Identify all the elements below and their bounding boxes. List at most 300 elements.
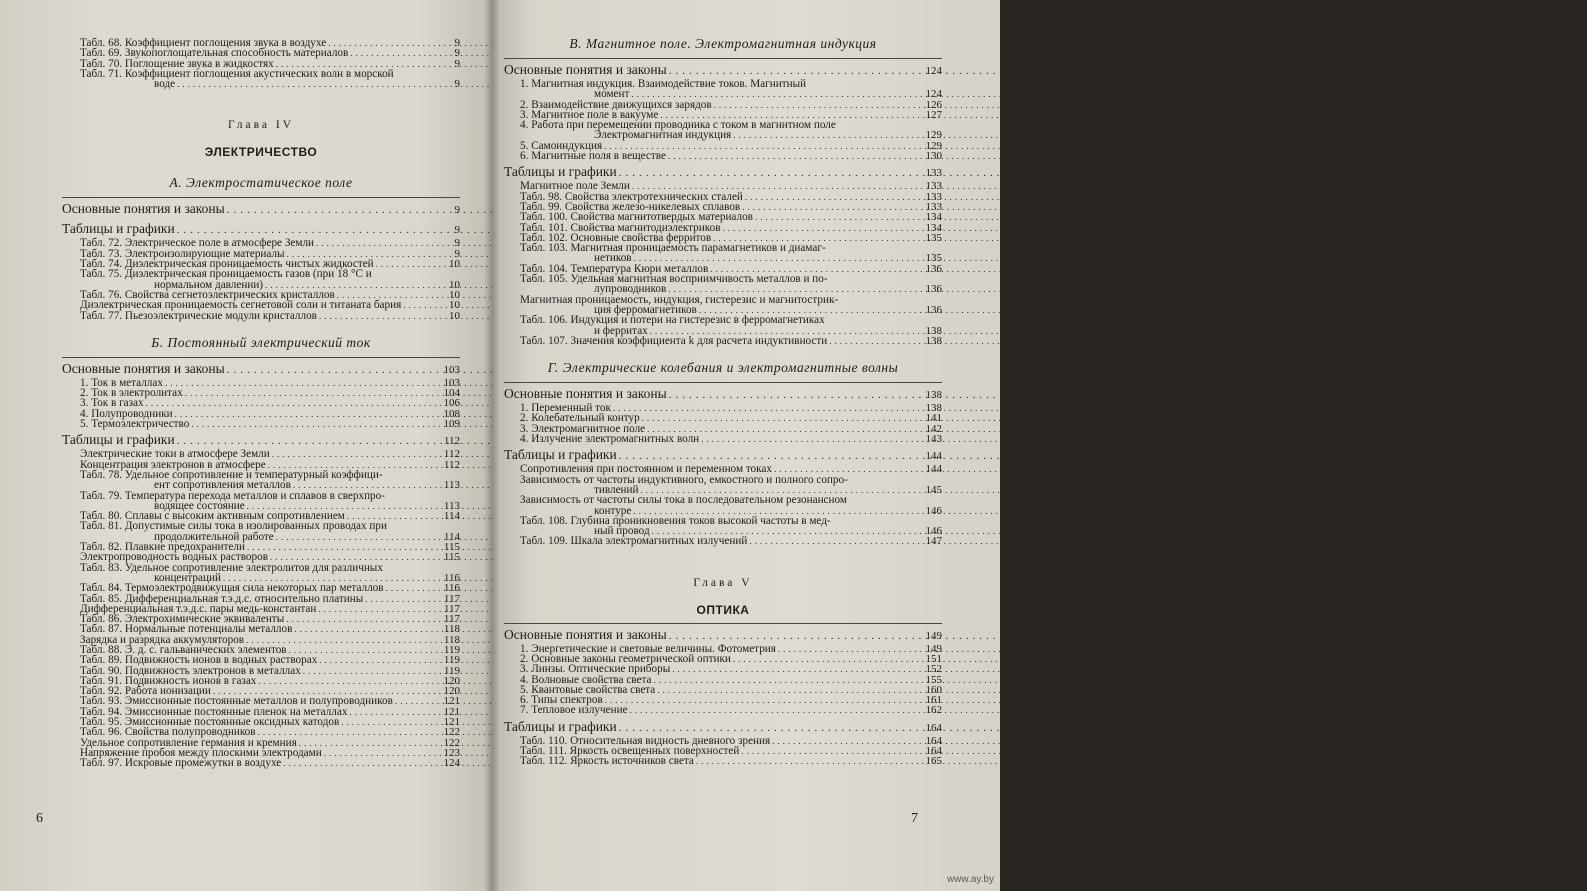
toc-entry-title: Зависимость от частоты силы тока в последовательном резонансном	[520, 494, 847, 507]
toc-entry-page: 138	[925, 334, 942, 347]
toc-entry-title: 2. Основные законы геометрической оптики	[520, 652, 731, 665]
toc-entry-title: Табл. 82. Плавкие предохранители	[80, 541, 245, 554]
dot-leader	[286, 614, 442, 624]
toc-entry-title: момент	[594, 88, 630, 101]
toc-entry-page: 118	[443, 623, 460, 636]
toc-entry-title: Напряжение пробоя между плоскими электродами	[80, 746, 322, 759]
toc-entry-title: Табл. 86. Электрохимические эквиваленты	[80, 613, 285, 626]
toc-entry-title: 3. Магнитное поле в вакууме	[520, 108, 659, 121]
toc-entry-title: 4. Волновые свойства света	[520, 673, 652, 686]
dot-leader	[227, 203, 444, 218]
toc-entry-page: 164	[925, 745, 942, 758]
dot-leader	[146, 398, 442, 408]
toc-entry-title: Табл. 105. Удельная магнитная восприимчивость металлов и по-	[520, 273, 828, 286]
dot-leader	[258, 676, 441, 686]
section-v-entries	[504, 181, 942, 346]
toc-entry-title: Удельное сопротивление германия и кремния	[80, 736, 297, 749]
toc-entry-title: Табл. 109. Шкала электромагнитных излучений	[520, 535, 748, 548]
toc-entry-title: Табл. 94. Эмиссионные постоянные пленок на металлах	[80, 705, 348, 718]
toc-entry-page: 155	[925, 673, 942, 686]
toc-entry-page: 112	[443, 448, 460, 461]
dot-leader	[386, 583, 442, 593]
toc-entry-title: Табл. 99. Свойства железо-никелевых сплавов	[520, 200, 741, 213]
toc-entry-title: продолжительной работе	[154, 530, 274, 543]
toc-entry-page: 152	[925, 663, 942, 676]
toc-entry-title: Табл. 87. Нормальные потенциалы металлов	[80, 623, 293, 636]
toc-entry-title: Таблицы и графики	[504, 164, 617, 180]
toc-entry-title: Основные понятия и законы	[504, 626, 667, 642]
toc-entry-page: 124	[925, 88, 942, 101]
dot-leader	[349, 707, 441, 717]
toc-entry-title: 2. Ток в электролитах	[80, 387, 183, 400]
toc-entry	[62, 491, 460, 501]
toc-entry-title: Табл. 96. Свойства полупроводников	[80, 726, 256, 739]
toc-entry-title: Табл. 73. Электроизолирующие материалы	[80, 247, 285, 260]
toc-entry-page: 127	[925, 108, 942, 121]
toc-item	[504, 151, 942, 161]
toc-entry-title: Табл. 79. Температура перехода металлов и сплавов в сверхпро-	[80, 489, 385, 502]
toc-entry-title: Таблицы и графики	[504, 447, 617, 463]
toc-entry	[504, 295, 942, 305]
section-g-entries	[504, 464, 942, 546]
optics-rule	[504, 623, 942, 624]
toc-entry-title: Табл. 110. Относительная видность дневного зрения	[520, 734, 771, 747]
dot-leader	[669, 629, 924, 644]
section-b-rule	[62, 357, 460, 358]
toc-entry-page: 165	[925, 755, 942, 768]
toc-entry-page: 103	[443, 363, 460, 376]
dot-leader	[177, 79, 444, 89]
optics-entries	[504, 736, 942, 767]
toc-entry-title: Дифференциальная т.э.д.с. пары медь-константан	[80, 602, 317, 615]
toc-entry	[504, 756, 942, 766]
dot-leader	[619, 721, 924, 736]
dot-leader	[630, 705, 924, 715]
toc-entry-title: 2. Колебательный контур	[520, 412, 640, 425]
toc-entry-page: 120	[443, 674, 460, 687]
toc-entry-title: Табл. 71. Коэффициент поглощения акустических волн в морской	[80, 67, 394, 80]
dot-leader	[165, 378, 442, 388]
dot-leader	[653, 675, 923, 685]
dot-leader	[177, 434, 442, 449]
toc-entry-page: 138	[925, 389, 942, 402]
toc-entry-page: 10	[449, 258, 460, 271]
toc-entry-title: Таблицы и графики	[62, 432, 175, 448]
toc-entry	[62, 79, 460, 89]
section-g-title: Г. Электрические колебания и электромагнитные волны	[547, 360, 899, 376]
page-number-left: 6	[36, 811, 43, 826]
toc-entry-page: 103	[443, 376, 460, 389]
toc-entry-title: Основные понятия и законы	[62, 360, 225, 376]
toc-entry-page: 109	[443, 418, 460, 431]
section-v-tables-heading	[504, 164, 942, 181]
dot-leader	[733, 130, 923, 140]
toc-entry-title: Табл. 72. Электрическое поле в атмосфере Земли	[80, 237, 315, 250]
dot-leader	[772, 736, 923, 746]
toc-entry-page: 119	[443, 664, 460, 677]
toc-entry-title: Табл. 93. Эмиссионные постоянные металлов и полупроводников	[80, 695, 393, 708]
toc-entry-page: 121	[443, 716, 460, 729]
toc-entry-page: 161	[925, 694, 942, 707]
toc-entry-title: Табл. 70. Поглощение звука в жидкостях	[80, 57, 274, 70]
dot-leader	[778, 644, 924, 654]
toc-entry-page: 116	[443, 582, 460, 595]
toc-entry-title: Табл. 95. Эмиссионные постоянные оксидных катодов	[80, 716, 340, 729]
toc-entry-title: Табл. 97. Искровые промежутки в воздухе	[80, 757, 282, 770]
toc-entry	[62, 583, 460, 593]
dot-leader	[669, 64, 924, 79]
toc-entry-title: Табл. 92. Работа ионизации	[80, 685, 211, 698]
dot-leader	[733, 654, 924, 664]
dot-leader	[696, 756, 924, 766]
dot-leader	[318, 604, 442, 614]
toc-entry-page: 164	[925, 734, 942, 747]
dot-leader	[642, 413, 924, 423]
toc-entry-title: Основные понятия и законы	[62, 201, 225, 217]
optics-basics	[504, 627, 942, 644]
toc-entry-page: 120	[443, 685, 460, 698]
toc-entry-page: 136	[925, 262, 942, 275]
toc-entry-page: 136	[925, 303, 942, 316]
toc-entry-page: 9	[454, 78, 460, 91]
optics-tables-heading	[504, 719, 942, 736]
toc-entry	[62, 311, 460, 321]
dot-leader	[829, 336, 923, 346]
section-g-rule	[504, 382, 942, 383]
toc-entry-title: Магнитное поле Земли	[520, 180, 630, 193]
tables-heading	[62, 432, 460, 449]
toc-entry	[504, 336, 942, 346]
section-b-items	[62, 378, 460, 429]
toc-item	[62, 419, 460, 429]
toc-entry	[504, 475, 942, 485]
toc-entry-title: Табл. 74. Диэлектрическая проницаемость чистых жидкостей	[80, 258, 374, 271]
dot-leader	[745, 192, 924, 202]
toc-entry-title: 1. Переменный ток	[520, 402, 611, 415]
toc-entry-title: Табл. 78. Удельное сопротивление и температурный коэффици-	[80, 468, 383, 481]
toc-entry-page: 115	[443, 541, 460, 554]
toc-entry-page: 10	[449, 278, 460, 291]
dot-leader	[276, 532, 442, 542]
basics-heading	[62, 201, 460, 218]
section-b-title: Б. Постоянный электрический ток	[151, 334, 371, 350]
dot-leader	[668, 151, 924, 161]
dot-leader	[755, 212, 924, 222]
toc-entry-title: Сопротивления при постоянном и переменном токах	[520, 463, 772, 476]
dot-leader	[324, 748, 442, 758]
toc-entry-title: Табл. 80. Сплавы с высоким активным сопротивлением	[80, 510, 345, 523]
toc-entry-title: нормальном давлении)	[154, 278, 264, 291]
toc-entry-page: 142	[925, 422, 942, 435]
section-a-tables-heading	[62, 221, 460, 238]
toc-entry-page: 138	[925, 324, 942, 337]
toc-entry-title: водящее состояние	[154, 499, 245, 512]
toc-entry-title: Табл. 112. Яркость источников света	[520, 755, 694, 768]
toc-entry-title: Табл. 107. Значения коэффициента k для расчета индуктивности	[520, 334, 828, 347]
dot-leader	[672, 664, 923, 674]
toc-entry-title: Табл. 89. Подвижность ионов в водных растворах	[80, 654, 318, 667]
toc-entry	[62, 758, 460, 768]
toc-entry-page: 113	[443, 479, 460, 492]
toc-entry-page: 134	[925, 221, 942, 234]
chapter-5-label: Глава V	[693, 576, 753, 589]
toc-entry-page: 129	[925, 139, 942, 152]
toc-entry-page: 124	[925, 65, 942, 77]
toc-entry-title: Табл. 104. Температура Кюри металлов	[520, 262, 709, 275]
dot-leader	[376, 259, 444, 269]
toc-entry-page: 145	[925, 483, 942, 496]
toc-entry-page: 136	[925, 283, 942, 296]
toc-entry-page: 9	[454, 204, 460, 217]
toc-entry-page: 119	[443, 654, 460, 667]
toc-entry-title: 2. Взаимодействие движущихся зарядов	[520, 98, 712, 111]
left-page-content	[62, 38, 460, 769]
toc-entry-title: Табл. 76. Свойства сегнетоэлектрических кристаллов	[80, 288, 335, 301]
optics-items	[504, 644, 942, 716]
toc-entry-title: 1. Магнитная индукция. Взаимодействие токов. Магнитный	[520, 78, 807, 90]
basics-heading	[504, 627, 942, 644]
toc-entry-page: 149	[925, 629, 942, 642]
dot-leader	[723, 223, 924, 233]
toc-entry-page: 143	[925, 433, 942, 446]
dot-leader	[669, 388, 924, 403]
toc-entry-title: ный провод	[594, 525, 650, 538]
basics-heading	[62, 361, 460, 378]
toc-entry-title: Табл. 85. Дифференциальная т.э.д.с. относительно платины	[80, 592, 364, 605]
dot-leader	[177, 223, 444, 238]
section-g-tables-heading	[504, 447, 942, 464]
toc-entry-page: 119	[443, 643, 460, 656]
toc-entry-title: 3. Линзы. Оптические приборы	[520, 663, 671, 676]
toc-entry-page: 134	[925, 211, 942, 224]
dot-leader	[613, 403, 924, 413]
toc-entry-page: 115	[443, 551, 460, 564]
toc-entry-page: 9	[454, 224, 460, 237]
toc-entry-page: 112	[443, 458, 460, 471]
toc-entry-page: 122	[443, 736, 460, 749]
toc-entry	[504, 274, 942, 284]
toc-entry-page: 138	[925, 402, 942, 415]
dot-leader	[749, 536, 923, 546]
dot-leader	[227, 363, 442, 378]
toc-entry-page: 117	[443, 602, 460, 615]
toc-entry-page: 10	[449, 299, 460, 312]
toc-entry-title: ция ферромагнетиков	[594, 303, 697, 316]
dot-leader	[316, 238, 444, 248]
tables-heading	[504, 719, 942, 736]
section-a-title: А. Электростатическое поле	[169, 175, 353, 191]
toc-entry-page: 114	[443, 530, 460, 543]
dot-leader	[293, 480, 442, 490]
toc-entry-page: 121	[443, 695, 460, 708]
section-v-items	[504, 79, 942, 161]
toc-entry-title: Табл. 75. Диэлектрическая проницаемость газов (при 18 °С и	[80, 268, 372, 281]
toc-entry-page: 112	[443, 435, 460, 448]
toc-entry-title: Табл. 77. Пьезоэлектрические модули кристаллов	[80, 309, 317, 322]
toc-entry-title: Табл. 83. Удельное сопротивление электролитов для различных	[80, 561, 383, 574]
toc-entry-title: Табл. 102. Основные свойства ферритов	[520, 231, 712, 244]
toc-entry-page: 122	[443, 726, 460, 739]
toc-entry-title: Табл. 81. Допустимые силы тока в изолированных проводах при	[80, 520, 387, 533]
dot-leader	[272, 449, 442, 459]
toc-entry-title: 4. Работа при перемещении проводника с током в магнитном поле	[520, 119, 836, 132]
toc-entry	[62, 480, 460, 490]
toc-entry-title: Магнитная проницаемость, индукция, гистерезис и магнитострик-	[520, 293, 839, 306]
toc-entry-page: 147	[925, 535, 942, 548]
dot-leader	[319, 311, 444, 321]
toc-entry-title: Электромагнитная индукция	[594, 129, 732, 142]
toc-entry-title: 7. Тепловое излучение	[520, 704, 628, 717]
toc-entry-title: 5. Самоиндукция	[520, 139, 603, 152]
toc-entry-page: 149	[925, 642, 942, 655]
dot-leader	[175, 409, 442, 419]
toc-entry	[504, 536, 942, 546]
toc-entry-page: 135	[925, 231, 942, 244]
section-a-basics	[62, 201, 460, 218]
tables-heading	[504, 164, 942, 181]
section-a-rule	[62, 197, 460, 198]
dot-leader	[341, 717, 441, 727]
toc-entry	[62, 69, 460, 79]
toc-entry-page: 9	[454, 57, 460, 70]
toc-entry-page: 146	[925, 525, 942, 538]
section-b-entries	[62, 449, 460, 768]
section-g-basics	[504, 386, 942, 403]
dot-leader	[403, 300, 444, 310]
toc-entry-title: Табл. 106. Индукция и потери на гистерезис в ферромагнетиках	[520, 314, 825, 327]
toc-entry-title: Табл. 88. Э. д. с. гальванических элементов	[80, 643, 287, 656]
basics-heading	[504, 62, 942, 79]
page-number-right: 7	[911, 811, 918, 826]
dot-leader	[741, 746, 923, 756]
tables-heading	[62, 221, 460, 238]
dot-leader	[365, 594, 442, 604]
toc-item	[504, 705, 942, 715]
dot-leader	[191, 419, 441, 429]
toc-entry-title: Зависимость от частоты индуктивного, емкостного и полного сопро-	[520, 473, 848, 486]
toc-entry-page: 118	[443, 633, 460, 646]
toc-entry-title: Табл. 100. Свойства магнитотвердых материалов	[520, 211, 753, 224]
toc-entry-page: 114	[443, 510, 460, 523]
dot-leader	[701, 434, 923, 444]
section-v-title: В. Магнитное поле. Электромагнитная индукция	[569, 36, 877, 51]
toc-entry-title: Табл. 101. Свойства магнитодиэлектриков	[520, 221, 721, 234]
toc-entry-title: Табл. 69. Звукопоглощательная способность материалов	[80, 47, 349, 60]
dot-leader	[714, 100, 924, 110]
toc-entry-page: 10	[449, 288, 460, 301]
basics-heading	[504, 386, 942, 403]
toc-entry	[504, 243, 942, 253]
toc-entry-page: 9	[454, 237, 460, 250]
toc-entry-title: 5. Квантовые свойства света	[520, 683, 656, 696]
chapter-4-label: Глава IV	[227, 119, 295, 132]
toc-entry-title: 6. Типы спектров	[520, 694, 603, 707]
watermark: www.ay.by	[946, 874, 994, 885]
dot-leader	[619, 166, 924, 181]
toc-entry-title: 5. Термоэлектричество	[80, 418, 190, 431]
toc-entry-page: 104	[443, 387, 460, 400]
toc-entry-page: 113	[443, 499, 460, 512]
toc-entry-page: 133	[925, 190, 942, 203]
toc-entry-title: Таблицы и графики	[504, 718, 617, 734]
toc-entry-page: 9	[454, 247, 460, 260]
toc-entry-page: 144	[925, 450, 942, 463]
toc-entry	[62, 563, 460, 573]
toc-entry-page: 123	[443, 746, 460, 759]
toc-entry-page: 121	[443, 705, 460, 718]
toc-entry-page: 130	[925, 150, 942, 163]
section-a-entries	[62, 238, 460, 320]
dot-leader	[294, 624, 442, 634]
toc-entry	[504, 315, 942, 325]
tables-heading	[504, 447, 942, 464]
toc-entry-title: 3. Электромагнитное поле	[520, 422, 646, 435]
toc-entry-page: 144	[925, 463, 942, 476]
toc-entry-page: 133	[925, 167, 942, 180]
toc-entry-title: Электропроводность водных растворов	[80, 551, 268, 564]
toc-entry-title: Табл. 111. Яркость освещенных поверхностей	[520, 745, 740, 758]
toc-entry-page: 126	[925, 98, 942, 111]
toc-entry-page: 117	[443, 592, 460, 605]
section-b-tables-heading	[62, 432, 460, 449]
left-page	[0, 0, 492, 891]
toc-entry-title: нетиков	[594, 252, 632, 265]
toc-entry-title: Электрические токи в атмосфере Земли	[80, 448, 270, 461]
section-v-basics	[504, 62, 942, 79]
book-gutter	[484, 0, 500, 891]
toc-entry-title: Табл. 90. Подвижность электронов в металлах	[80, 664, 301, 677]
dot-leader	[657, 685, 923, 695]
toc-entry-title: ент сопротивления металлов	[154, 479, 291, 492]
dot-leader	[742, 202, 923, 212]
dot-leader	[247, 542, 442, 552]
dot-leader	[395, 696, 442, 706]
dot-leader	[605, 695, 924, 705]
toc-entry-title: воде	[154, 78, 176, 91]
dot-leader	[283, 758, 441, 768]
toc-entry-title: Табл. 98. Свойства электротехнических сталей	[520, 190, 743, 203]
toc-entry-title: Основные понятия и законы	[504, 386, 667, 402]
toc-entry-page: 146	[925, 504, 942, 517]
toc-entry-title: концентраций	[154, 571, 221, 584]
toc-entry-title: тивлений	[594, 483, 639, 496]
toc-entry-page: 162	[925, 704, 942, 717]
toc-entry-page: 116	[443, 571, 460, 584]
section-v-rule	[504, 58, 942, 59]
toc-entry-page: 108	[443, 407, 460, 420]
toc-entry-title: Табл. 91. Подвижность ионов в газах	[80, 674, 257, 687]
toc-entry	[504, 516, 942, 526]
toc-entry	[504, 495, 942, 505]
toc-entry-title: Зарядка и разрядка аккумуляторов	[80, 633, 245, 646]
toc-entry-page: 164	[925, 721, 942, 734]
toc-entry-page: 124	[443, 757, 460, 770]
dot-leader	[303, 666, 442, 676]
toc-entry-page: 133	[925, 200, 942, 213]
right-page	[492, 0, 1000, 891]
toc-entry-page: 141	[925, 412, 942, 425]
toc-entry-title: 6. Магнитные поля в веществе	[520, 150, 666, 163]
toc-entry-title: 4. Излучение электромагнитных волн	[520, 433, 700, 446]
toc-entry-title: Концентрация электронов в атмосфере	[80, 458, 266, 471]
toc-entry-page: 151	[925, 652, 942, 665]
left-top-entries	[62, 38, 460, 89]
toc-entry-title: и ферритах	[594, 324, 648, 337]
toc-entry-title: 1. Ток в металлах	[80, 376, 163, 389]
dot-leader	[185, 388, 442, 398]
toc-item	[504, 79, 942, 89]
toc-entry-title: 1. Энергетические и световые величины. Фотометрия	[520, 642, 776, 655]
